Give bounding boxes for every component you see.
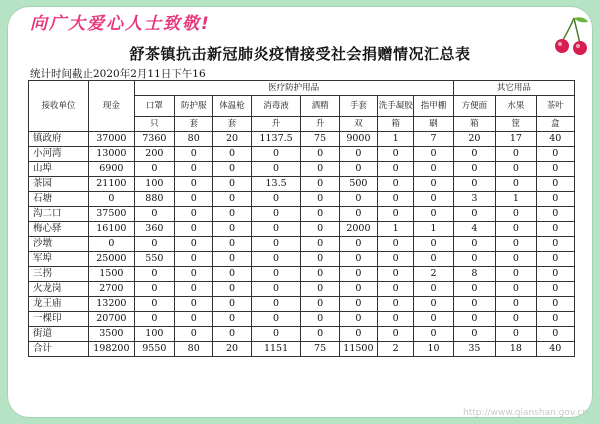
unit-cell: 茶园 (29, 177, 89, 192)
value-cell: 7360 (134, 132, 174, 147)
value-cell: 0 (339, 267, 377, 282)
watermark: http://www.qianshan.gov.cn (463, 408, 588, 418)
value-cell: 0 (496, 237, 536, 252)
value-cell: 0 (251, 312, 301, 327)
value-cell: 0 (496, 147, 536, 162)
value-cell: 0 (536, 237, 574, 252)
value-cell: 0 (301, 222, 339, 237)
column-header: 洗手凝胶 (378, 96, 414, 117)
value-cell: 0 (536, 162, 574, 177)
value-cell: 0 (378, 207, 414, 222)
value-cell: 20 (213, 342, 251, 357)
value-cell: 0 (536, 177, 574, 192)
column-header: 体温枪 (213, 96, 251, 117)
column-header: 酒精 (301, 96, 339, 117)
value-cell: 0 (213, 312, 251, 327)
value-cell: 17 (496, 132, 536, 147)
value-cell: 0 (175, 297, 213, 312)
column-header: 方便面 (453, 96, 495, 117)
value-cell: 0 (301, 237, 339, 252)
value-cell: 0 (339, 237, 377, 252)
value-cell: 0 (378, 177, 414, 192)
value-cell: 0 (301, 282, 339, 297)
value-cell: 0 (453, 207, 495, 222)
value-cell: 0 (496, 177, 536, 192)
value-cell: 0 (175, 147, 213, 162)
unit-cell: 镇政府 (29, 132, 89, 147)
value-cell: 0 (339, 297, 377, 312)
header-group-row (29, 81, 575, 96)
column-unit: 只 (134, 117, 174, 132)
value-cell: 0 (339, 147, 377, 162)
value-cell: 0 (414, 192, 453, 207)
value-cell: 0 (496, 327, 536, 342)
column-header: 水果 (496, 96, 536, 117)
value-cell: 0 (339, 192, 377, 207)
value-cell: 0 (453, 147, 495, 162)
value-cell: 0 (496, 297, 536, 312)
column-unit: 双 (339, 117, 377, 132)
value-cell: 0 (378, 192, 414, 207)
value-cell: 0 (453, 282, 495, 297)
value-cell: 0 (301, 327, 339, 342)
value-cell: 198200 (89, 342, 135, 357)
value-cell: 7 (414, 132, 453, 147)
value-cell: 9000 (339, 132, 377, 147)
value-cell: 0 (496, 312, 536, 327)
value-cell: 0 (301, 207, 339, 222)
value-cell: 0 (453, 252, 495, 267)
value-cell: 35 (453, 342, 495, 357)
value-cell: 500 (339, 177, 377, 192)
value-cell: 16100 (89, 222, 135, 237)
value-cell: 0 (414, 312, 453, 327)
value-cell: 0 (251, 237, 301, 252)
value-cell: 13.5 (251, 177, 301, 192)
value-cell: 0 (339, 207, 377, 222)
unit-cell: 合计 (29, 342, 89, 357)
value-cell: 0 (414, 207, 453, 222)
value-cell: 0 (213, 297, 251, 312)
column-header: 防护服 (175, 96, 213, 117)
table-row (29, 312, 575, 327)
cash-header: 现金 (89, 81, 135, 132)
value-cell: 0 (213, 192, 251, 207)
value-cell: 0 (134, 282, 174, 297)
value-cell: 0 (175, 222, 213, 237)
value-cell: 18 (496, 342, 536, 357)
value-cell: 0 (339, 327, 377, 342)
value-cell: 0 (496, 207, 536, 222)
value-cell: 0 (134, 267, 174, 282)
value-cell: 0 (175, 327, 213, 342)
value-cell: 2 (414, 267, 453, 282)
value-cell: 0 (414, 162, 453, 177)
value-cell: 0 (496, 162, 536, 177)
value-cell: 0 (175, 252, 213, 267)
table-row (29, 177, 575, 192)
value-cell: 0 (378, 237, 414, 252)
value-cell: 0 (213, 177, 251, 192)
value-cell: 0 (536, 252, 574, 267)
value-cell: 1137.5 (251, 132, 301, 147)
value-cell: 0 (134, 297, 174, 312)
value-cell: 37000 (89, 132, 135, 147)
value-cell: 25000 (89, 252, 135, 267)
value-cell: 0 (251, 192, 301, 207)
value-cell: 0 (213, 282, 251, 297)
value-cell: 360 (134, 222, 174, 237)
unit-header: 接收单位 (29, 81, 89, 132)
value-cell: 0 (536, 297, 574, 312)
value-cell: 0 (536, 282, 574, 297)
unit-cell: 沙墩 (29, 237, 89, 252)
value-cell: 20 (453, 132, 495, 147)
value-cell: 0 (339, 282, 377, 297)
value-cell: 0 (213, 147, 251, 162)
value-cell: 2 (378, 342, 414, 357)
value-cell: 0 (496, 282, 536, 297)
column-unit: 升 (301, 117, 339, 132)
unit-cell: 一棵印 (29, 312, 89, 327)
value-cell: 80 (175, 132, 213, 147)
document-title: 舒茶镇抗击新冠肺炎疫情接受社会捐赠情况汇总表 (129, 45, 471, 63)
value-cell: 0 (89, 237, 135, 252)
table-row (29, 132, 575, 147)
value-cell: 200 (134, 147, 174, 162)
table-row (29, 267, 575, 282)
value-cell: 0 (453, 327, 495, 342)
value-cell: 0 (213, 267, 251, 282)
value-cell: 0 (89, 192, 135, 207)
table-row (29, 297, 575, 312)
value-cell: 0 (414, 252, 453, 267)
unit-cell: 三拐 (29, 267, 89, 282)
value-cell: 0 (453, 177, 495, 192)
value-cell: 21100 (89, 177, 135, 192)
value-cell: 0 (251, 252, 301, 267)
value-cell: 0 (251, 282, 301, 297)
value-cell: 0 (213, 327, 251, 342)
column-header: 口罩 (134, 96, 174, 117)
value-cell: 13200 (89, 297, 135, 312)
value-cell: 0 (134, 312, 174, 327)
unit-cell: 军埠 (29, 252, 89, 267)
value-cell: 75 (301, 132, 339, 147)
value-cell: 0 (301, 312, 339, 327)
value-cell: 0 (536, 267, 574, 282)
unit-cell: 街道 (29, 327, 89, 342)
value-cell: 0 (301, 192, 339, 207)
value-cell: 6900 (89, 162, 135, 177)
value-cell: 0 (251, 147, 301, 162)
value-cell: 0 (536, 222, 574, 237)
value-cell: 0 (134, 162, 174, 177)
unit-cell: 山埠 (29, 162, 89, 177)
value-cell: 37500 (89, 207, 135, 222)
value-cell: 1 (378, 222, 414, 237)
value-cell: 0 (175, 207, 213, 222)
value-cell: 40 (536, 132, 574, 147)
table-row (29, 147, 575, 162)
column-unit: 套 (213, 117, 251, 132)
value-cell: 1151 (251, 342, 301, 357)
value-cell: 9550 (134, 342, 174, 357)
value-cell: 2000 (339, 222, 377, 237)
donation-table (28, 80, 575, 357)
other-group-header: 其它用品 (453, 81, 574, 96)
value-cell: 3500 (89, 327, 135, 342)
value-cell: 0 (175, 162, 213, 177)
value-cell: 3 (453, 192, 495, 207)
value-cell: 0 (175, 237, 213, 252)
value-cell: 0 (213, 222, 251, 237)
banner-slogan: 向广大爱心人士致敬! (30, 14, 211, 34)
table-row (29, 237, 575, 252)
value-cell: 0 (213, 252, 251, 267)
value-cell: 0 (251, 222, 301, 237)
unit-cell: 沟二口 (29, 207, 89, 222)
value-cell: 0 (301, 177, 339, 192)
column-unit: 盒 (536, 117, 574, 132)
value-cell: 0 (378, 312, 414, 327)
unit-cell: 龙王庙 (29, 297, 89, 312)
value-cell: 1 (496, 192, 536, 207)
value-cell: 0 (251, 207, 301, 222)
value-cell: 0 (175, 312, 213, 327)
value-cell: 0 (453, 312, 495, 327)
value-cell: 880 (134, 192, 174, 207)
value-cell: 0 (536, 327, 574, 342)
value-cell: 0 (175, 267, 213, 282)
value-cell: 0 (414, 282, 453, 297)
column-header: 指甲棚 (414, 96, 453, 117)
value-cell: 0 (378, 147, 414, 162)
value-cell: 0 (496, 267, 536, 282)
value-cell: 0 (134, 207, 174, 222)
value-cell: 1 (378, 132, 414, 147)
unit-cell: 石塘 (29, 192, 89, 207)
value-cell: 0 (378, 267, 414, 282)
column-unit: 箱 (453, 117, 495, 132)
value-cell: 0 (251, 162, 301, 177)
value-cell: 0 (339, 162, 377, 177)
column-header: 茶叶 (536, 96, 574, 117)
value-cell: 0 (536, 192, 574, 207)
column-unit: 升 (251, 117, 301, 132)
value-cell: 80 (175, 342, 213, 357)
unit-cell: 火龙岗 (29, 282, 89, 297)
medical-group-header: 医疗防护用品 (134, 81, 453, 96)
value-cell: 0 (536, 312, 574, 327)
value-cell: 0 (175, 192, 213, 207)
value-cell: 0 (251, 297, 301, 312)
value-cell: 4 (453, 222, 495, 237)
value-cell: 0 (536, 147, 574, 162)
value-cell: 0 (378, 162, 414, 177)
table-row (29, 342, 575, 357)
value-cell: 0 (301, 147, 339, 162)
value-cell: 0 (378, 282, 414, 297)
value-cell: 0 (213, 162, 251, 177)
stat-time: 统计时间截止2020年2月11日下午16 (30, 68, 206, 80)
value-cell: 0 (496, 252, 536, 267)
value-cell: 10 (414, 342, 453, 357)
table-row (29, 327, 575, 342)
value-cell: 0 (378, 297, 414, 312)
value-cell: 20 (213, 132, 251, 147)
value-cell: 40 (536, 342, 574, 357)
value-cell: 8 (453, 267, 495, 282)
column-unit: 套 (175, 117, 213, 132)
value-cell: 0 (301, 267, 339, 282)
table-row (29, 282, 575, 297)
value-cell: 0 (213, 237, 251, 252)
value-cell: 100 (134, 327, 174, 342)
value-cell: 1 (414, 222, 453, 237)
unit-cell: 小河湾 (29, 147, 89, 162)
value-cell: 2700 (89, 282, 135, 297)
column-unit: 筐 (496, 117, 536, 132)
value-cell: 0 (175, 282, 213, 297)
value-cell: 0 (251, 327, 301, 342)
table-body (29, 132, 575, 357)
value-cell: 0 (414, 177, 453, 192)
value-cell: 0 (378, 252, 414, 267)
table-row (29, 252, 575, 267)
value-cell: 0 (301, 162, 339, 177)
value-cell: 0 (213, 207, 251, 222)
value-cell: 1500 (89, 267, 135, 282)
value-cell: 0 (414, 237, 453, 252)
value-cell: 0 (301, 297, 339, 312)
value-cell: 0 (453, 162, 495, 177)
column-header: 消毒液 (251, 96, 301, 117)
table-row (29, 207, 575, 222)
table-row (29, 162, 575, 177)
column-unit: 刷 (414, 117, 453, 132)
value-cell: 75 (301, 342, 339, 357)
value-cell: 0 (453, 297, 495, 312)
value-cell: 20700 (89, 312, 135, 327)
value-cell: 0 (378, 327, 414, 342)
value-cell: 0 (453, 237, 495, 252)
value-cell: 0 (414, 147, 453, 162)
value-cell: 0 (414, 297, 453, 312)
value-cell: 11500 (339, 342, 377, 357)
value-cell: 0 (414, 327, 453, 342)
value-cell: 13000 (89, 147, 135, 162)
value-cell: 0 (536, 207, 574, 222)
value-cell: 0 (339, 312, 377, 327)
column-header: 手套 (339, 96, 377, 117)
value-cell: 0 (496, 222, 536, 237)
value-cell: 0 (134, 237, 174, 252)
value-cell: 0 (175, 177, 213, 192)
value-cell: 0 (301, 252, 339, 267)
value-cell: 0 (339, 252, 377, 267)
column-unit: 箱 (378, 117, 414, 132)
unit-cell: 梅心驿 (29, 222, 89, 237)
value-cell: 100 (134, 177, 174, 192)
value-cell: 550 (134, 252, 174, 267)
table-row (29, 222, 575, 237)
table-row (29, 192, 575, 207)
value-cell: 0 (251, 267, 301, 282)
